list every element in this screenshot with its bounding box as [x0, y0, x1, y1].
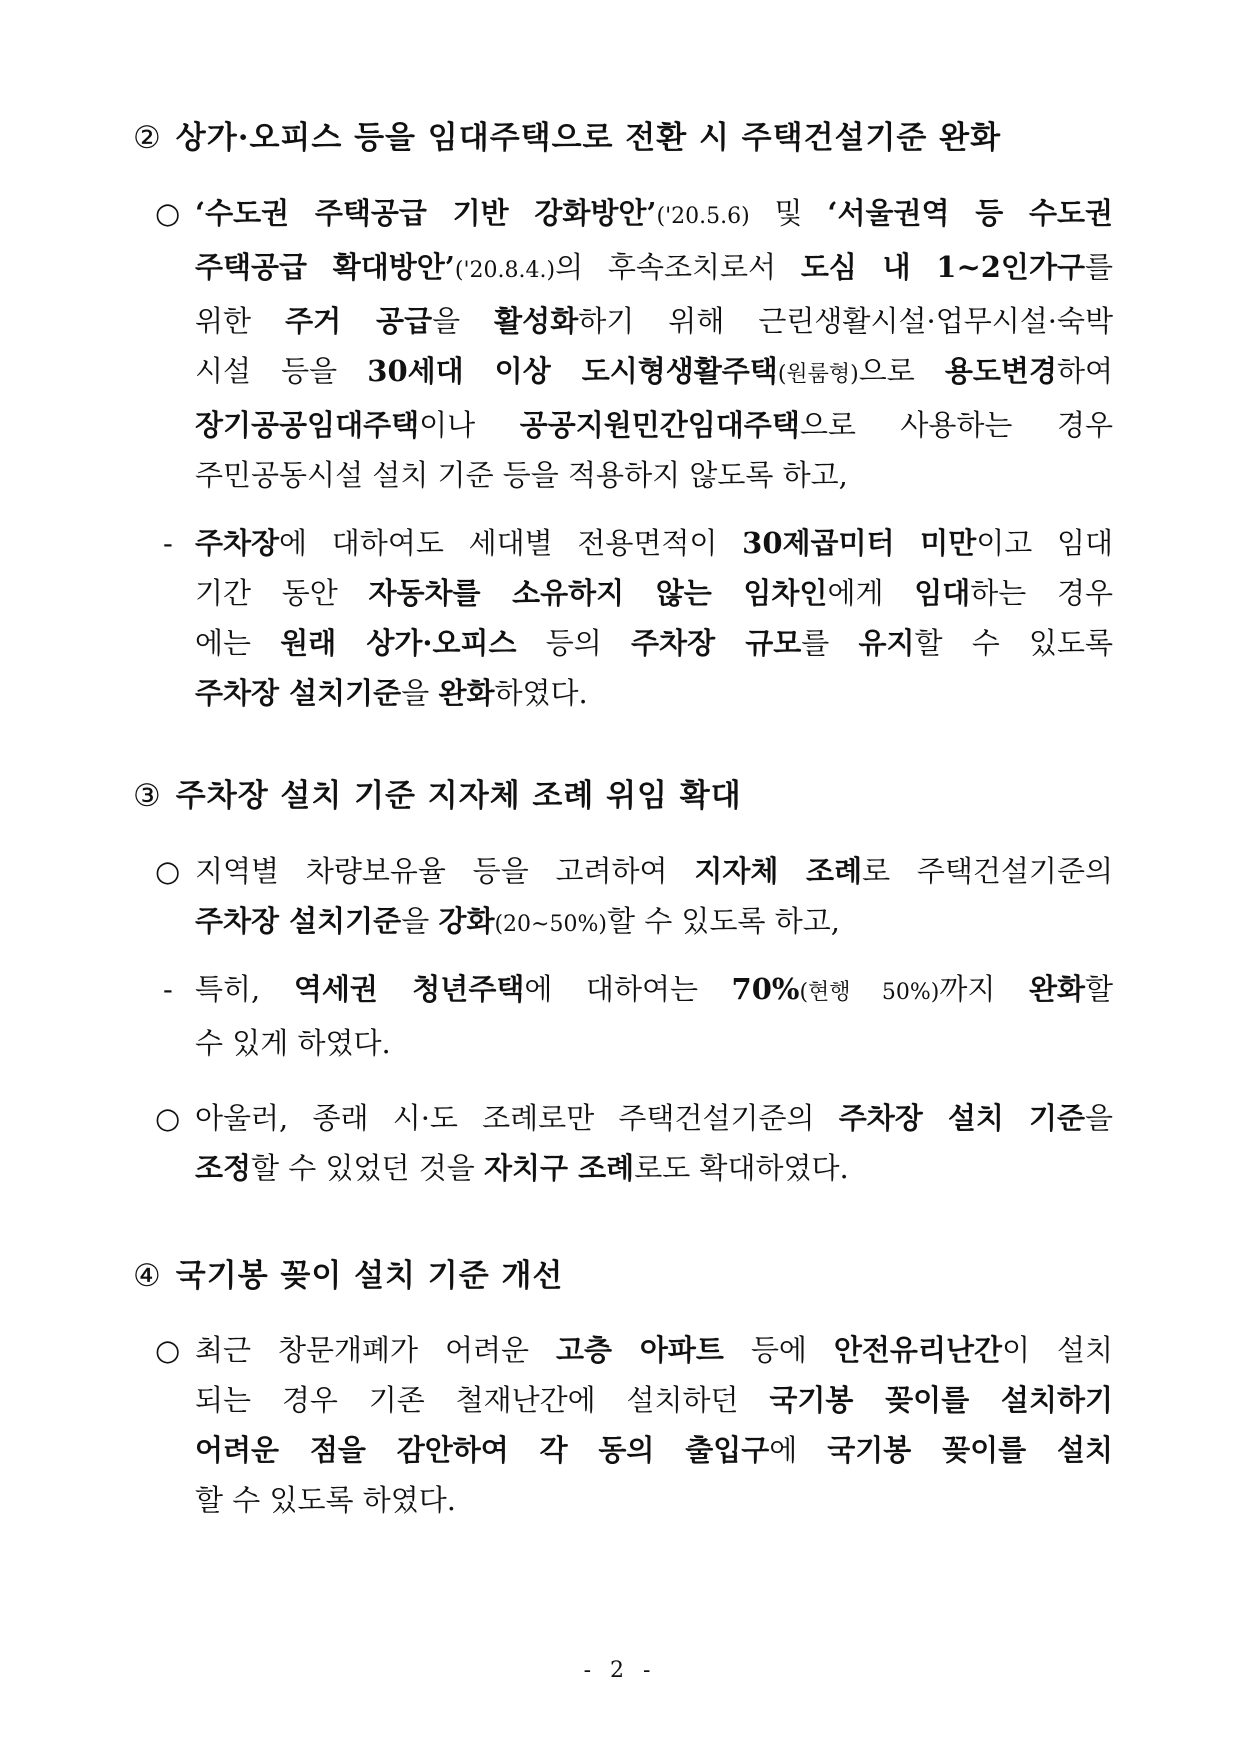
bold-text-run: 완화 [1028, 972, 1085, 1006]
text-run: ('20.5.6) [656, 204, 750, 229]
text-run: 아울러, 종래 시·도 조례로만 주택건설기준의 [195, 1101, 839, 1135]
text-run: 을 [432, 304, 495, 338]
text-run: 할 수 있도록 하고, [606, 904, 840, 938]
text-line [195, 1375, 1113, 1425]
text-run: 등에 [723, 1333, 834, 1367]
section-number: ② [133, 120, 162, 156]
dash-marker: - [163, 972, 173, 1006]
bold-text-run: 어려운 점을 감안하여 각 동의 출입구 [195, 1433, 770, 1467]
text-run: 시설 등을 [195, 354, 368, 388]
bold-text-run: 고층 아파트 [556, 1333, 724, 1367]
bold-text-run: 주택공급 확대방안’ [195, 250, 455, 284]
bold-text-run: 국기봉 꽂이를 설치 [827, 1433, 1113, 1467]
bold-text-run: 유지 [858, 626, 915, 660]
page-number: - 2 - [583, 1658, 657, 1683]
text-run: 에 대하여는 [524, 972, 732, 1006]
text-run: (원룸형) [777, 362, 859, 387]
paragraph-text [195, 1093, 1113, 1193]
text-line [195, 896, 1113, 950]
bullet-marker: ○ [155, 854, 181, 888]
text-run: 최근 창문개폐가 어려운 [195, 1333, 557, 1367]
bullet-marker: ○ [155, 196, 181, 230]
bold-text-run: 활성화 [494, 304, 579, 338]
text-run: 지역별 차량보유율 등을 고려하여 [195, 854, 695, 888]
text-run: 하기 위해 근린생활시설·업무시설·숙박 [578, 304, 1113, 338]
bold-text-run: 장기공공임대주택 [195, 408, 420, 442]
text-line [195, 1425, 1113, 1475]
text-line [195, 1475, 1113, 1525]
section-heading-4 [133, 1250, 563, 1295]
bold-text-run: 주거 공급 [285, 304, 433, 338]
text-run: 할 수 있도록 하였다. [195, 1483, 456, 1517]
bold-text-run: 안전유리난간 [833, 1333, 1002, 1367]
text-run: 로 주택건설기준의 [862, 854, 1113, 888]
text-run: 되는 경우 기존 철재난간에 설치하던 [195, 1383, 770, 1417]
paragraph-text [195, 518, 1113, 718]
text-run: 할 수 있었던 것을 [251, 1151, 485, 1185]
bold-text-run: 자동차를 소유하지 않는 임차인 [368, 576, 828, 610]
text-run: 이고 임대 [976, 526, 1114, 560]
text-line [195, 1143, 1113, 1193]
text-run: 에 대하여도 세대별 전용면적이 [279, 526, 743, 560]
text-run: 을 [401, 676, 439, 710]
text-run: 이나 [419, 408, 520, 442]
paragraph-dash [163, 518, 1113, 718]
text-run: 하여 [1056, 354, 1113, 388]
bold-text-run: 조정 [195, 1151, 252, 1185]
bold-text-run: 주차장 설치 기준 [838, 1101, 1085, 1135]
text-run: 하였다. [494, 676, 588, 710]
text-run: 을 [401, 904, 439, 938]
text-line [195, 1093, 1113, 1143]
text-run: 에는 [195, 626, 281, 660]
text-run: 하는 경우 [970, 576, 1113, 610]
bold-text-run: ‘수도권 주택공급 기반 강화방안’ [195, 196, 657, 230]
text-run: (현행 50%) [799, 980, 940, 1005]
bold-text-run: 70% [731, 972, 800, 1006]
text-run: 수 있게 하였다. [195, 1026, 391, 1060]
bold-text-run: 자치구 조례 [484, 1151, 635, 1185]
bold-text-run: 주차장 설치기준 [195, 904, 402, 938]
bold-text-run: 주차장 규모 [631, 626, 802, 660]
section-number: ③ [133, 778, 162, 814]
text-run: 위한 [195, 304, 286, 338]
bold-text-run: 도심 내 1~2인가구 [800, 250, 1085, 284]
text-line [195, 296, 1113, 346]
text-run: (20~50%) [494, 912, 607, 937]
text-line [195, 450, 1113, 500]
bold-text-run: 역세권 청년주택 [293, 972, 525, 1006]
text-line [195, 964, 1113, 1018]
bullet-marker: ○ [155, 1333, 181, 1367]
paragraph-bullet [155, 1093, 1113, 1193]
dash-marker: - [163, 526, 173, 560]
bold-text-run: 지자체 조례 [694, 854, 863, 888]
section-title: 국기봉 꽂이 설치 기준 개선 [175, 1258, 564, 1294]
text-run: 에게 [827, 576, 915, 610]
bold-text-run: 원래 상가·오피스 [280, 626, 517, 660]
bold-text-run: 용도변경 [944, 354, 1057, 388]
text-run: 할 [1085, 972, 1114, 1006]
text-run: 주민공동시설 설치 기준 등을 적용하지 않도록 하고, [195, 458, 848, 492]
text-run: 등의 [516, 626, 632, 660]
bold-text-run: 국기봉 꽂이를 설치하기 [769, 1383, 1113, 1417]
text-run: 를 [801, 626, 859, 660]
paragraph-bullet [155, 846, 1113, 950]
text-run: 으로 [858, 354, 945, 388]
text-run: ('20.8.4.) [454, 258, 556, 283]
bold-text-run: 주차장 [195, 526, 280, 560]
text-run: 을 [1084, 1101, 1113, 1135]
text-run: 이 설치 [1002, 1333, 1114, 1367]
paragraph-text [195, 846, 1113, 950]
text-run: 특히, [195, 972, 294, 1006]
text-line [195, 846, 1113, 896]
paragraph-text [195, 1325, 1113, 1525]
text-run: 으로 사용하는 경우 [799, 408, 1113, 442]
text-line [195, 668, 1113, 718]
paragraph-text [195, 188, 1113, 500]
bullet-marker: ○ [155, 1101, 181, 1135]
bold-text-run: 임대 [914, 576, 971, 610]
bold-text-run: 완화 [438, 676, 495, 710]
text-line [195, 400, 1113, 450]
text-line [195, 618, 1113, 668]
text-run: 에 [769, 1433, 828, 1467]
bold-text-run: 공공지원민간임대주택 [519, 408, 800, 442]
text-line [195, 188, 1113, 242]
text-line [195, 242, 1113, 296]
text-run: 기간 동안 [195, 576, 369, 610]
text-run: 까지 [939, 972, 1029, 1006]
section-number: ④ [133, 1258, 162, 1294]
bold-text-run: 30세대 이상 도시형생활주택 [367, 354, 778, 388]
paragraph-text [195, 964, 1113, 1068]
bold-text-run: 30제곱미터 미만 [742, 526, 977, 560]
text-line [195, 1325, 1113, 1375]
text-run: 할 수 있도록 [914, 626, 1114, 660]
bold-text-run: 주차장 설치기준 [195, 676, 402, 710]
bold-text-run: ‘서울권역 등 수도권 [827, 196, 1113, 230]
text-line [195, 346, 1113, 400]
section-heading-3 [133, 770, 742, 815]
text-line [195, 568, 1113, 618]
paragraph-dash [163, 964, 1113, 1068]
text-line [195, 1018, 1113, 1068]
section-title: 상가·오피스 등을 임대주택으로 전환 시 주택건설기준 완화 [175, 120, 1002, 156]
text-line [195, 518, 1113, 568]
bold-text-run: 강화 [438, 904, 495, 938]
text-run: 를 [1084, 250, 1113, 284]
text-run: 의 후속조치로서 [555, 250, 801, 284]
section-title: 주차장 설치 기준 지자체 조례 위임 확대 [175, 778, 742, 814]
text-run: 및 [749, 196, 828, 230]
text-run: 로도 확대하였다. [634, 1151, 849, 1185]
paragraph-bullet [155, 188, 1113, 500]
paragraph-bullet [155, 1325, 1113, 1525]
section-heading-2 [133, 112, 1001, 157]
